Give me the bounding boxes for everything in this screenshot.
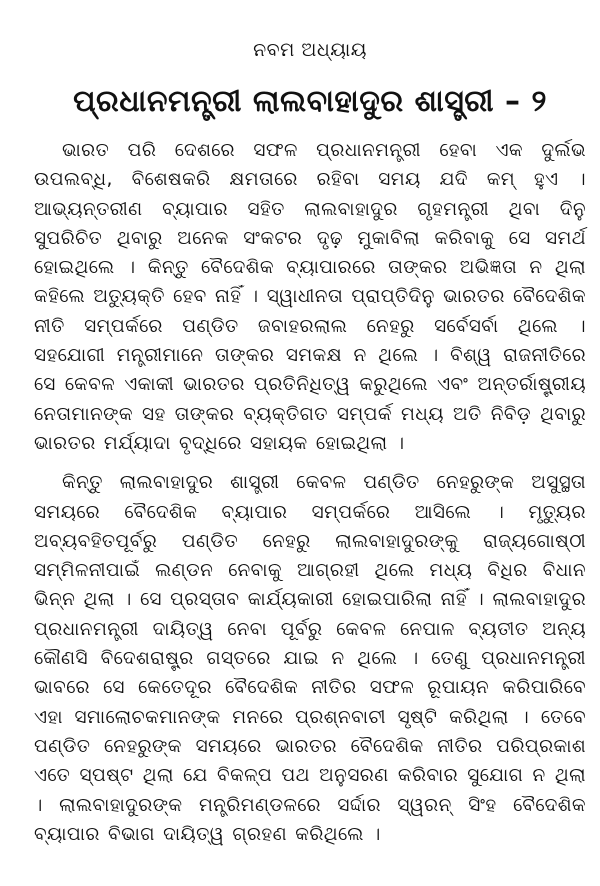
paragraph-2: କିନ୍ତୁ ଲାଲବାହାଦୁର ଶାସ୍ତ୍ରୀ କେବଳ ପଣ୍ଡିତ ନେହରୁଙ୍କ ଅସୁସ୍ଥତା ସମୟରେ ବୈଦେଶିକ ବ୍ୟାପାର ସମ୍ପର୍କରେ ଆସିଲେ । ମୃତ୍ୟୁର ଅବ୍ୟବହିତପୂର୍ବରୁ ପଣ୍ଡିତ ନେହରୁ ଲାଲବାହାଦୁରଙ୍କୁ ରାଜ୍ୟଗୋଷ୍ଠୀ ସମ୍ମିଳନୀପାଇଁ ଲଣ୍ଡନ ନେବାକୁ ଆଗ୍ରହୀ ଥିଲେ ମଧ୍ୟ ବିଧିର ବିଧାନ ଭିନ୍ନ ଥିଲା । ସେ ପ୍ରସ୍ତାବ କାର୍ଯ୍ୟକାରୀ ହୋଇପାରିଲା ନାହିଁ । ଲାଲବାହାଦୁର ପ୍ରଧାନମନ୍ତ୍ରୀ ଦାୟିତ୍ୱ ନେବା ପୂର୍ବରୁ କେବଳ ନେପାଳ ବ୍ୟତୀତ ଅନ୍ୟ କୌଣସି ବିଦେଶରାଷ୍ଟ୍ର ଗସ୍ତରେ ଯାଇ ନ ଥିଲେ । ତେଣୁ ପ୍ରଧାନମନ୍ତ୍ରୀ ଭାବରେ ସେ କେତେଦୂର ବୈଦେଶିକ ନୀତିର ସଫଳ ରୂପାୟନ କରିପାରିବେ ଏହା ସମାଲୋଚକମାନଙ୍କ ମନରେ ପ୍ରଶ୍ନବାଚୀ ସୃଷ୍ଟି କରିଥିଲା । ତେବେ ପଣ୍ଡିତ ନେହରୁଙ୍କ ସମୟରେ ଭାରତର ବୈଦେଶିକ ନୀତିର ପରିପ୍ରକାଶ ଏତେ ସ୍ପଷ୍ଟ ଥିଲା ଯେ ବିକଳ୍ପ ପଥ ଅନୁସରଣ କରିବାର ସୁଯୋଗ ନ ଥିଲା । ଲାଲବାହାଦୁରଙ୍କ ମନ୍ତ୍ରିମଣ୍ଡଳରେ ସର୍ଦ୍ଦାର ସ୍ୱରନ୍ ସିଂହ ବୈଦେଶିକ ବ୍ୟାପାର ବିଭାଗ ଦାୟିତ୍ୱ ଗ୍ରହଣ କରିଥିଲେ ।	[34, 472, 586, 845]
paragraph-1: ଭାରତ ପରି ଦେଶରେ ସଫଳ ପ୍ରଧାନମନ୍ତ୍ରୀ ହେବା ଏକ ଦୁର୍ଲଭ ଉପଲବ୍ଧି, ବିଶେଷକରି କ୍ଷମତାରେ ରହିବା ସମୟ ଯଦି କମ୍ ହୁଏ । ଆଭ୍ୟନ୍ତରୀଣ ବ୍ୟାପାର ସହିତ ଲାଲବାହାଦୁର ଗୃହମନ୍ତ୍ରୀ ଥିବା ଦିନୁ ସୁପରିଚିତ ଥିବାରୁ ଅନେକ ସଂକଟର ଦୃଢ଼ ମୁକାବିଲା କରିବାକୁ ସେ ସମର୍ଥ ହୋଇଥିଲେ । କିନ୍ତୁ ବୈଦେଶିକ ବ୍ୟାପାରରେ ତାଙ୍କର ଅଭିଜ୍ଞତା ନ ଥିଲା କହିଲେ ଅତ୍ୟୁକ୍ତି ହେବ ନାହିଁ । ସ୍ୱାଧୀନତା ପ୍ରାପ୍ତିଦିନୁ ଭାରତର ବୈଦେଶିକ ନୀତି ସମ୍ପର୍କରେ ପଣ୍ଡିତ ଜବାହରଲାଲ ନେହରୁ ସର୍ବେସର୍ବା ଥିଲେ । ସହଯୋଗୀ ମନ୍ତ୍ରୀମାନେ ତାଙ୍କର ସମକକ୍ଷ ନ ଥିଲେ । ବିଶ୍ୱ ରାଜନୀତିରେ ସେ କେବଳ ଏକାକୀ ଭାରତର ପ୍ରତିନିଧିତ୍ୱ କରୁଥିଲେ ଏବଂ ଅନ୍ତର୍ରାଷ୍ଟ୍ରୀୟ ନେତାମାନଙ୍କ ସହ ତାଙ୍କର ବ୍ୟକ୍ତିଗତ ସମ୍ପର୍କ ମଧ୍ୟ ଅତି ନିବିଡ଼ ଥିବାରୁ ଭାରତର ମର୍ଯ୍ୟାଦା ବୃଦ୍ଧିରେ ସହାୟକ ହୋଇଥିଲା ।	[34, 140, 586, 454]
chapter-label: ନବମ ଅଧ୍ୟାୟ	[253, 39, 367, 61]
page-title: ପ୍ରଧାନମନ୍ତ୍ରୀ ଲାଲବାହାଦୁର ଶାସ୍ତ୍ରୀ – ୨	[73, 84, 547, 119]
